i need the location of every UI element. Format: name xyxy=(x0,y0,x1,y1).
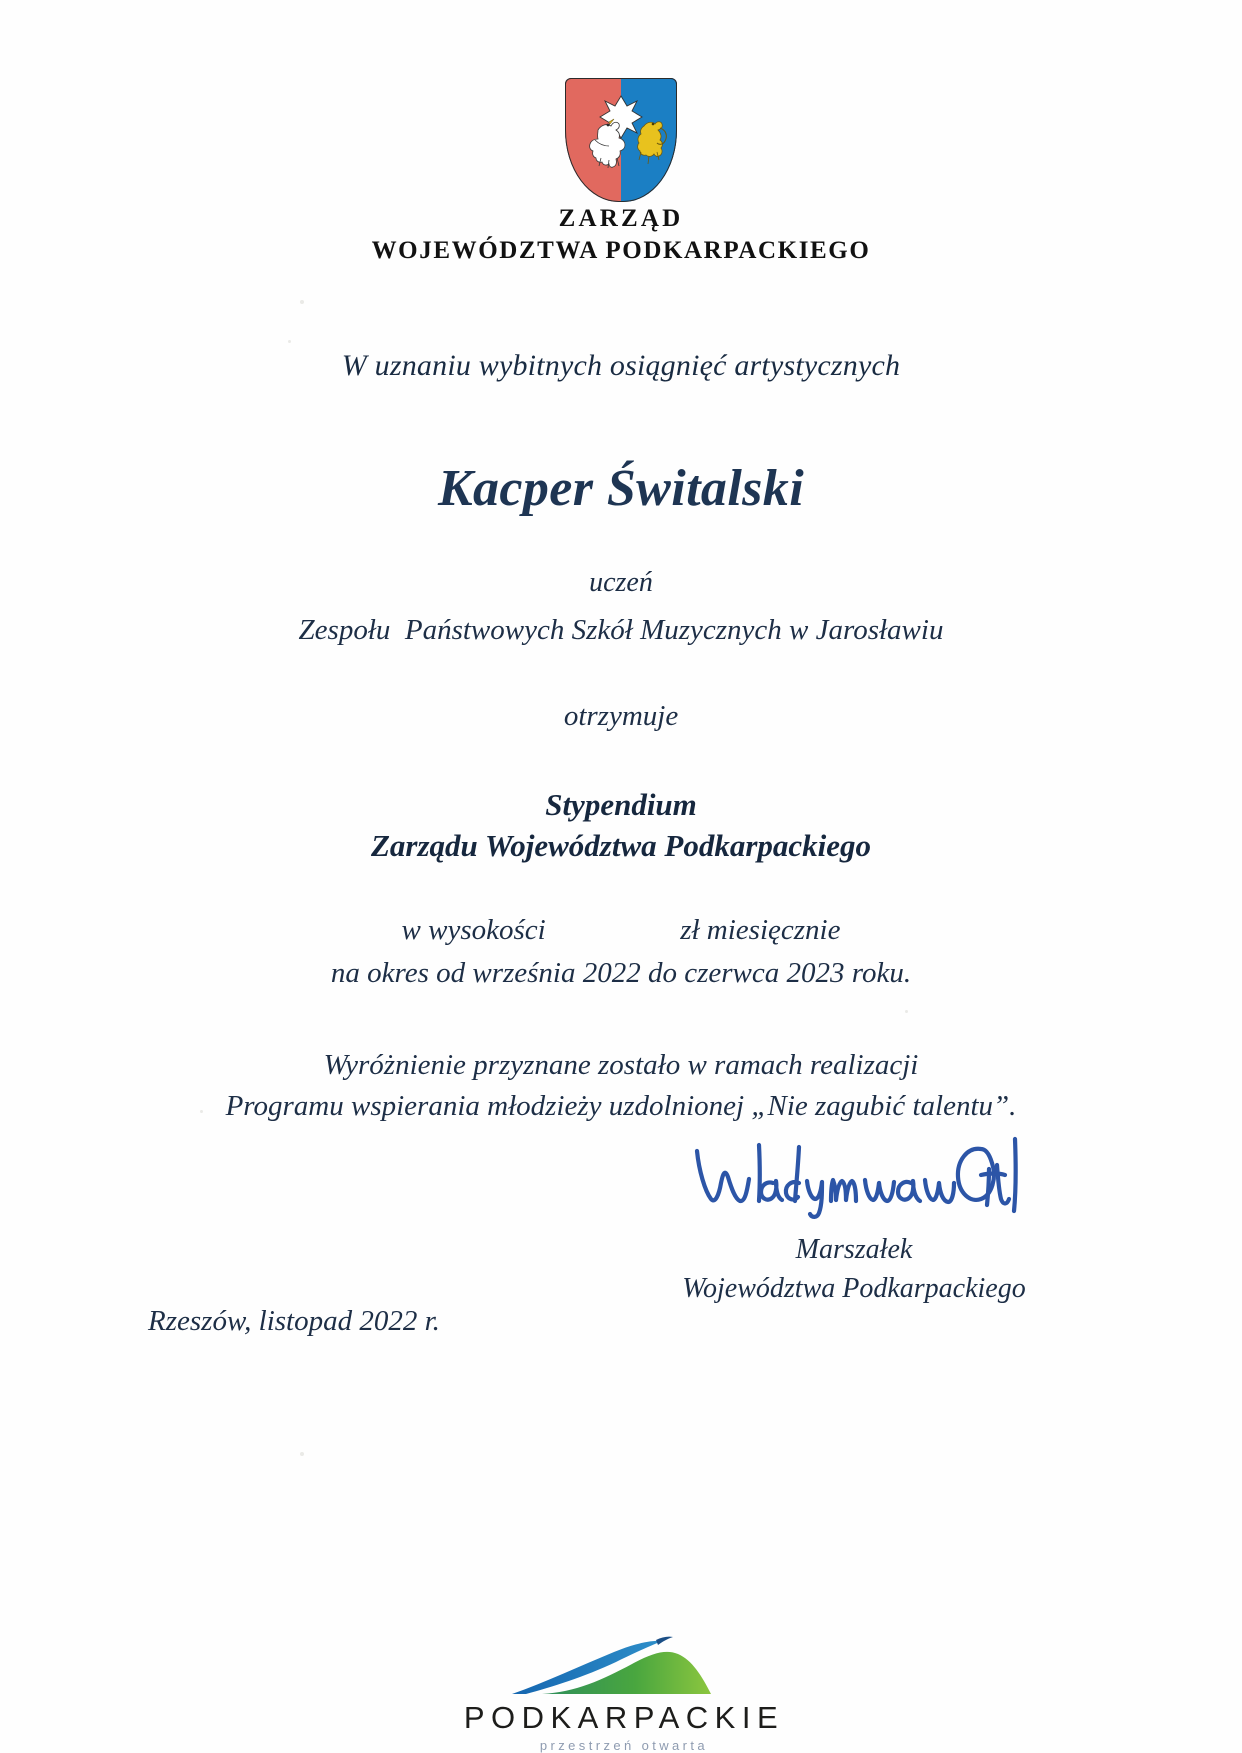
recipient-school: Zespołu Państwowych Szkół Muzycznych w Jarosławiu xyxy=(298,614,944,647)
signature-block xyxy=(594,1125,1114,1308)
award-title-line-1: Stypendium xyxy=(545,787,697,823)
podkarpackie-logo xyxy=(0,1630,1242,1753)
stipend-period: na okres od września 2022 do czerwca 2023 roku. xyxy=(330,956,912,989)
paper-speck xyxy=(300,1452,304,1456)
program-note xyxy=(0,1045,1242,1127)
logo-wordmark: PODKARPACKIE xyxy=(463,1700,785,1735)
recipient-name: Kacper Świtalski xyxy=(437,460,805,518)
lion-icon xyxy=(638,122,667,164)
authority-line-1: ZARZĄD xyxy=(558,205,684,232)
signatory-title xyxy=(594,1231,1114,1308)
logo-tagline: przestrzeń otwarta xyxy=(539,1738,709,1753)
paper-speck xyxy=(300,300,304,304)
recipient-role: uczeń xyxy=(589,567,653,599)
podkarpackie-logo-mark xyxy=(506,1630,736,1698)
amount-prefix-label: w wysokości xyxy=(401,913,546,946)
authority-line-2: WOJEWÓDZTWA PODKARPACKIEGO xyxy=(371,236,871,264)
program-note-line-2: Programu wspierania młodzieży uzdolnionej „Nie zagubić talentu”. xyxy=(225,1090,1017,1123)
coat-of-arms xyxy=(0,78,1242,202)
issuing-authority-header xyxy=(0,205,1242,266)
stipend-amount-row xyxy=(0,914,1242,947)
certificate-body xyxy=(0,345,1242,1127)
award-title xyxy=(0,785,1242,867)
handwritten-signature xyxy=(689,1125,1019,1235)
paper-speck xyxy=(288,340,291,343)
amount-suffix-label: zł miesięcznie xyxy=(680,913,841,946)
program-note-line-1: Wyróżnienie przyznane zostało w ramach realizacji xyxy=(323,1048,919,1081)
receives-verb: otrzymuje xyxy=(563,700,679,733)
citation-intro: W uznaniu wybitnych osiągnięć artystycznych xyxy=(341,349,901,382)
crest-charges xyxy=(565,78,677,202)
logo-bird-accent xyxy=(656,1637,673,1645)
signatory-title-line-1: Marszałek xyxy=(795,1234,913,1265)
crest-shield-graphic xyxy=(565,78,677,202)
place-and-date: Rzeszów, listopad 2022 r. xyxy=(148,1305,440,1337)
award-title-line-2: Zarządu Województwa Podkarpackiego xyxy=(370,827,872,863)
signatory-title-line-2: Województwa Podkarpackiego xyxy=(682,1272,1026,1304)
